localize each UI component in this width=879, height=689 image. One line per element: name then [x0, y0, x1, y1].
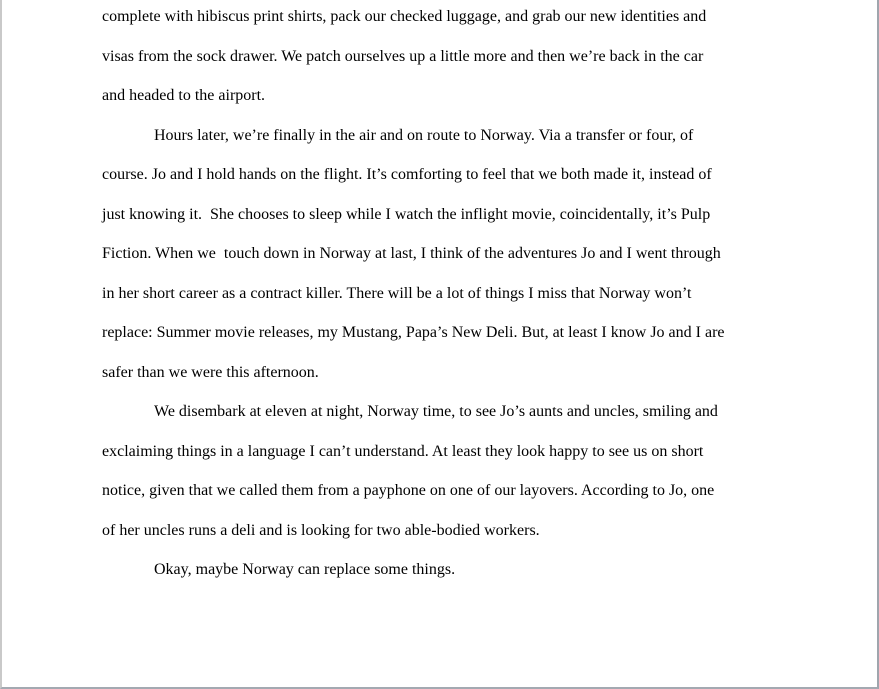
text-line[interactable]: safer than we were this afternoon.	[102, 363, 319, 381]
text-line[interactable]: just knowing it. She chooses to sleep while I watch the inflight movie, coincidentally, it’s Pulp	[102, 205, 711, 223]
text-line[interactable]: complete with hibiscus print shirts, pack our checked luggage, and grab our new identities and	[102, 8, 707, 25]
text-line[interactable]: visas from the sock drawer. We patch ourselves up a little more and then we’re back in the car	[102, 47, 704, 65]
document-content	[102, 0, 812, 590]
text-line[interactable]: exclaiming things in a language I can’t understand. At least they look happy to see us on short	[102, 442, 704, 460]
text-line[interactable]: replace: Summer movie releases, my Mustang, Papa’s New Deli. But, at least I know Jo and I are	[102, 324, 725, 341]
text-line[interactable]: We disembark at eleven at night, Norway time, to see Jo’s aunts and uncles, smiling and	[154, 403, 718, 420]
text-line[interactable]: Fiction. When we touch down in Norway at last, I think of the adventures Jo and I went through	[102, 245, 721, 262]
text-line[interactable]: in her short career as a contract killer. There will be a lot of things I miss that Norway won’t	[102, 284, 692, 302]
text-line[interactable]: Okay, maybe Norway can replace some things.	[154, 561, 456, 578]
text-line[interactable]: and headed to the airport.	[102, 87, 266, 104]
text-line[interactable]: notice, given that we called them from a payphone on one of our layovers. According to Jo, one	[102, 482, 715, 499]
text-line[interactable]: of her uncles runs a deli and is looking for two able-bodied workers.	[102, 521, 540, 539]
text-line[interactable]: Hours later, we’re finally in the air and on route to Norway. Via a transfer or four, of	[154, 126, 694, 144]
text-line[interactable]: course. Jo and I hold hands on the flight. It’s comforting to feel that we both made it, instead of	[102, 166, 712, 183]
